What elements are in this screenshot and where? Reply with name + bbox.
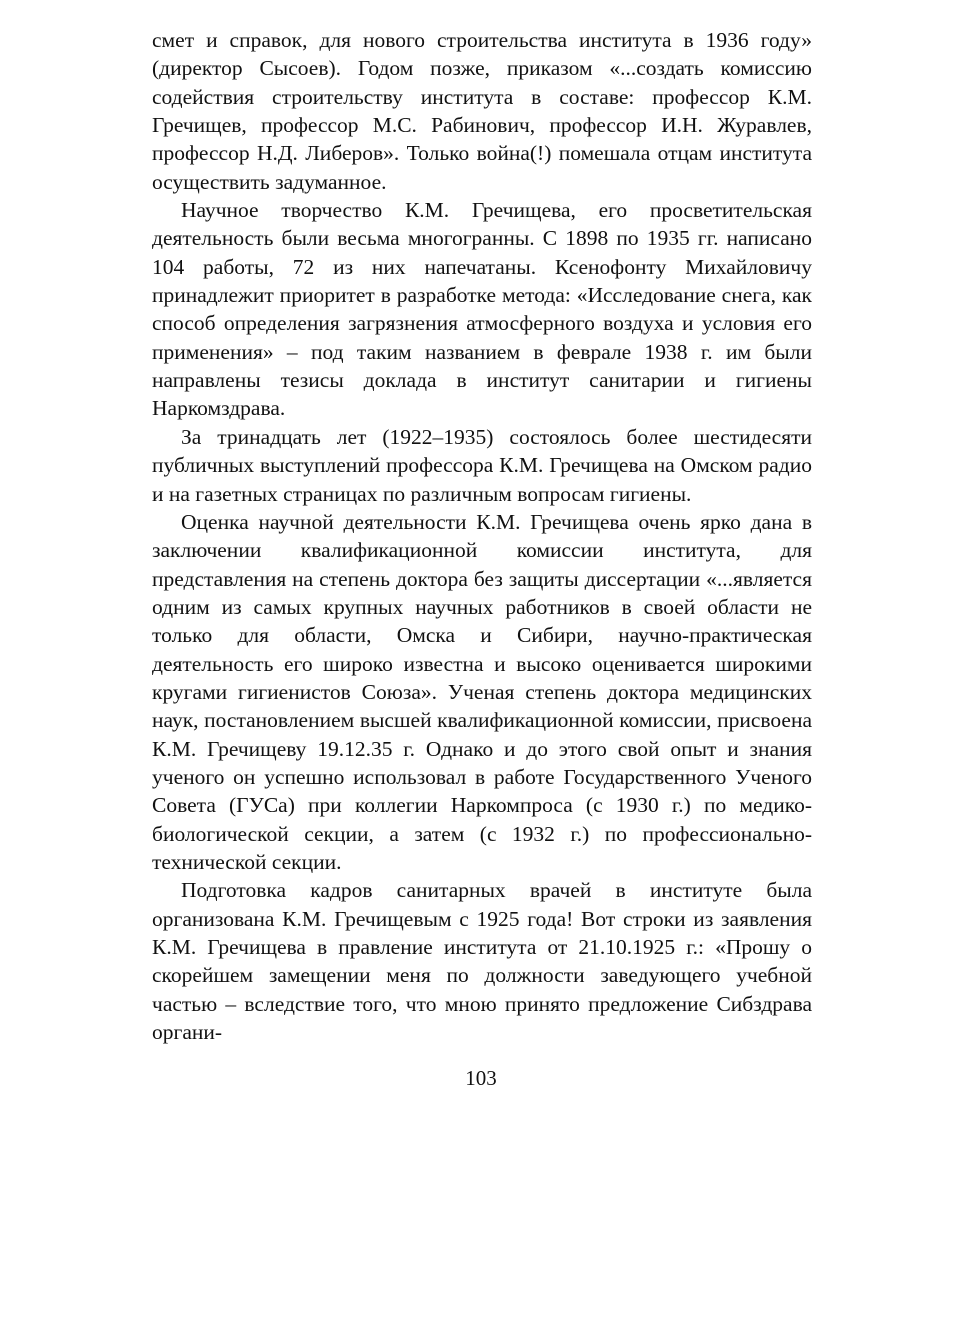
- paragraph-continuation: смет и справок, для нового строительства института в 1936 году» (директор Сысоев). Годом позже, приказом «...создать комиссию содействия строительству института в составе: профессор К.М. Гречищев, профессор М.С. Рабинович, профессор И.Н. Журавлев, профессор Н.Д. Либеров». Только война(!) помешала отцам института осуществить задуманное.: [152, 28, 812, 194]
- paragraph-doctoral-degree: Оценка научной деятельности К.М. Гречищева очень ярко дана в заключении квалификационной комиссии института, для представления на степень доктора без защиты диссертации «...является одним из самых крупных научных работников в своей области не только для области, Омска и Сибири, научно-практическая деятельность его широко известна и высоко оценивается широкими кругами гигиенистов Союза». Ученая степень доктора медицинских наук, постановлением высшей квалификационной комиссии, присвоена К.М. Гречищеву 19.12.35 г. Однако и до этого свой опыт и знания ученого он успешно использовал в работе Государственного Ученого Совета (ГУСа) при коллегии Наркомпроса (с 1930 г.) по медико-биологической секции, а затем (с 1932 г.) по профессионально-технической секции.: [152, 509, 812, 874]
- paragraph-staff-training: Подготовка кадров санитарных врачей в институте была организована К.М. Гречищевым с 1925 года! Вот строки из заявления К.М. Гречищева в правление института от 21.10.1925 г.: «Прошу о скорейшем замещении меня по должности заведующего учебной частью – вследствие того, что мною принято предложение Сибздрава органи-: [152, 878, 812, 1045]
- paragraph-public-lectures: За тринадцать лет (1922–1935) состоялось более шестидесяти публичных выступлений профессора К.М. Гречищева на Омском радио и на газетных страницах по различным вопросам гигиены.: [152, 424, 812, 506]
- page-number: 103: [465, 1066, 497, 1090]
- body-text: [152, 26, 812, 1046]
- paragraph-scientific-work: Научное творчество К.М. Гречищева, его просветительская деятельность были весьма многогранны. С 1898 по 1935 гг. написано 104 работы, 72 из них напечатаны. Ксенофонту Михайловичу принадлежит приоритет в разработке метода: «Исследование снега, как способ определения загрязнения атмосферного воздуха и условия его применения» – под таким названием в феврале 1938 г. им были направлены тезисы доклада в институт санитарии и гигиены Наркомздрава.: [152, 198, 812, 421]
